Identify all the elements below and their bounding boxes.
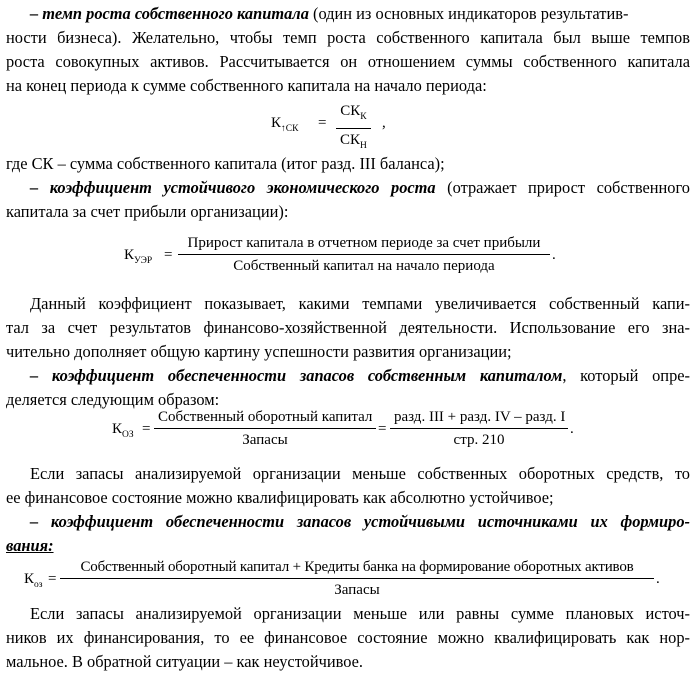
term-inventory-coverage-stable-sources: – коэффициент обеспеченности запасов устойчивыми источниками их формиро-	[30, 512, 690, 531]
text-line: ее финансовое состояние можно квалифицировать как абсолютно устойчивое;	[6, 488, 554, 507]
text-line: на конец периода к сумме собственного капитала на начало периода:	[6, 76, 487, 95]
text-line: – коэффициент обеспеченности запасов собственным капиталом, который опре-	[30, 366, 691, 385]
formula-equity-growth: $К_{↑СК}$ = $СК_К$ $СК_Н$ ,	[0, 100, 700, 146]
fraction: разд. III + разд. IV – разд. I стр. 210	[390, 408, 568, 449]
text-line: роста совокупных активов. Рассчитывается он отношением суммы собственного капитала	[6, 52, 690, 71]
text-line: вания:	[6, 536, 54, 555]
text-line: – темп роста собственного капитала (один из основных индикаторов результатив-	[30, 4, 629, 23]
text-line: – коэффициент устойчивого экономического роста (отражает прирост собственного	[30, 178, 690, 197]
text-line: Если запасы анализируемой организации меньше или равны сумме плановых источ-	[30, 604, 690, 623]
text-line: где СК – сумма собственного капитала (итог разд. III баланса);	[6, 154, 445, 173]
text-line: Если запасы анализируемой организации меньше собственных оборотных средств, то	[30, 464, 690, 483]
term-sustainable-growth: – коэффициент устойчивого экономического роста	[30, 178, 436, 197]
formula-inventory-coverage-stable-sources: $К_{оз}$ = Собственный оборотный капитал + Кредиты банка на формирование оборотных активов Запасы .	[24, 559, 660, 598]
text-line: ности бизнеса). Желательно, чтобы темп роста собственного капитала был выше темпов	[6, 28, 690, 47]
term-equity-growth-rate: – темп роста собственного капитала	[30, 4, 309, 23]
fraction: $СК_К$ $СК_Н$	[336, 102, 371, 155]
term-inventory-coverage-equity: – коэффициент обеспеченности запасов собственным капиталом	[30, 366, 563, 385]
text-line: капитала за счет прибыли организации):	[6, 202, 289, 221]
text-line: тал за счет результатов финансово-хозяйственной деятельности. Использование его зна-	[6, 318, 690, 337]
text-line: Данный коэффициент показывает, какими темпами увеличивается собственный капи-	[30, 294, 690, 313]
text-line: ников их финансирования, то ее финансовое состояние можно квалифицировать как нор-	[6, 628, 690, 647]
text-line: деляется следующим образом:	[6, 390, 220, 409]
fraction: Собственный оборотный капитал Запасы	[154, 408, 376, 449]
fraction: Прирост капитала в отчетном периоде за счет прибыли Собственный капитал на начало периода	[178, 234, 550, 275]
text-line	[30, 510, 690, 534]
fraction: Собственный оборотный капитал + Кредиты банка на формирование оборотных активов Запасы	[60, 558, 654, 599]
formula-sustainable-growth: $К_{УЭР}$ = Прирост капитала в отчетном периоде за счет прибыли Собственный капитал на начало периода .	[124, 235, 556, 274]
text-line: мальное. В обратной ситуации – как неустойчивое.	[6, 652, 364, 671]
formula-inventory-coverage-equity: $К_{ОЗ}$ = Собственный оборотный капитал Запасы = разд. III + разд. IV – разд. I стр. 210 .	[112, 409, 574, 448]
text-line: чительно дополняет общую картину успешности развития организации;	[6, 342, 512, 361]
